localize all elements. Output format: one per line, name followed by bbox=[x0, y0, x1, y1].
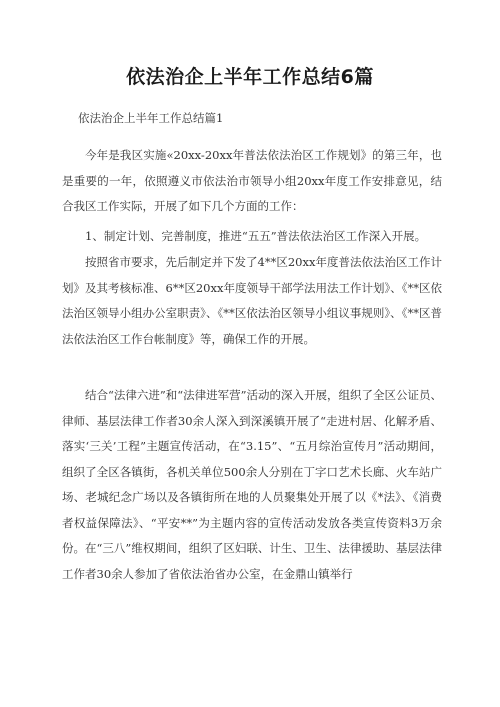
paragraph-section-heading: 1、制定计划、完善制度，推进“五五”普法依法治区工作深入开展。 bbox=[85, 229, 427, 243]
document-title: 依法治企上半年工作总结6篇 bbox=[126, 66, 374, 88]
document-subtitle: 依法治企上半年工作总结篇1 bbox=[78, 111, 224, 125]
paragraph-activities: 结合“法律六进”和“法律进军营”活动的深入开展，组织了全区公证员、律师、基层法律工作者30余人深入到深溪镇开展了“走进村居、化解矛盾、落实‘三关’工程”主题宣传活动，在“3.15”、“五月综治宣传月”活动期间，组织了全区各镇街，各机关单位500余人分别在丁字口艺术长廊、火车站广场、老城纪念广场以及各镇街所在地的人员聚集处开展了以《*法》、《消费者权益保障法》、“平安**”为主题内容的宣传活动发放各类宣传资料3万余份。在“三八”维权期间，组织了区妇联、计生、卫生、法律援助、基层法律工作者30余人参加了省依法治省办公室，在金鼎山镇举行 bbox=[62, 388, 443, 581]
paragraph-plans: 按照省市要求，先后制定并下发了4**区20xx年度普法依法治区工作计划》及其考核标准、6**区20xx年度领导干部学法用法工作计划》、《**区依法治区领导小组办公室职责》、《**区依法治区领导小组议事规则》、《**区普法依法治区工作台帐制度》等，确保工作的开展。 bbox=[62, 255, 442, 346]
paragraph-intro: 今年是我区实施«20xx-20xx年普法依法治区工作规划》的第三年，也是重要的一年，依照遵义市依法治市领导小组20xx年度工作安排意见，结合我区工作实际，开展了如下几个方面的工作： bbox=[62, 148, 442, 213]
